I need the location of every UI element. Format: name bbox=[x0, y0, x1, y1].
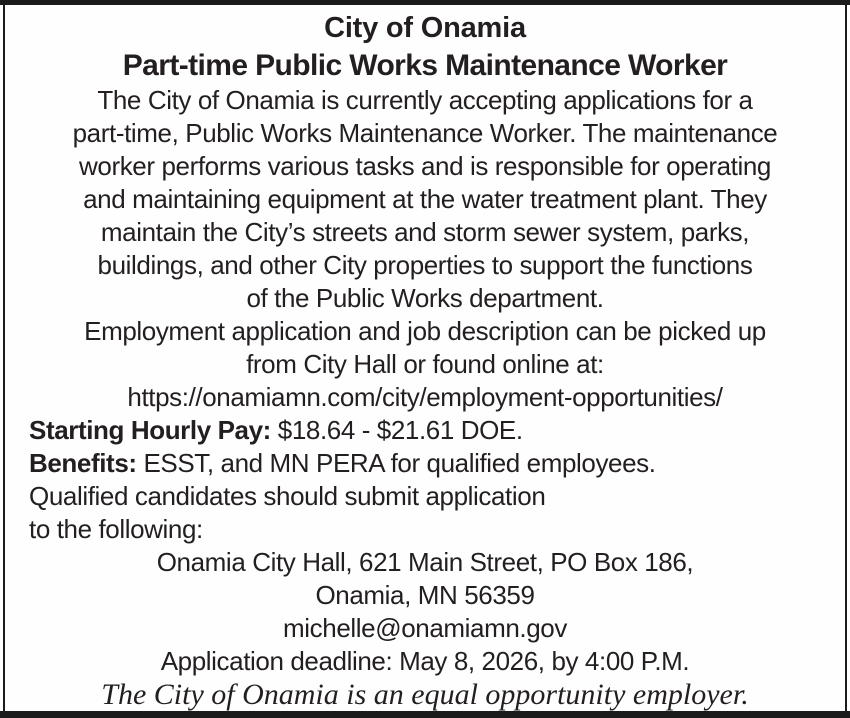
submit-line: Qualified candidates should submit application bbox=[29, 481, 546, 511]
pay-line bbox=[5, 414, 845, 447]
submit-line: to the following: bbox=[29, 514, 203, 544]
address-line: Onamia, MN 56359 bbox=[315, 580, 535, 610]
address-line: Onamia City Hall, 621 Main Street, PO Box 186, bbox=[156, 547, 694, 577]
benefits-label: Benefits: bbox=[29, 448, 137, 478]
ad-title: City of Onamia bbox=[324, 12, 526, 44]
url-text: https://onamiamn.com/city/employment-opportunities/ bbox=[127, 382, 723, 412]
body-line: maintain the City’s streets and storm sewer system, parks, bbox=[100, 217, 750, 247]
ad-content bbox=[3, 5, 847, 711]
ad-subtitle: Part-time Public Works Maintenance Worker bbox=[122, 49, 728, 82]
deadline-text: Application deadline: May 8, 2026, by 4:00 P.M. bbox=[160, 646, 690, 676]
body-line: of the Public Works department. bbox=[246, 283, 604, 313]
benefits-value: ESST, and MN PERA for qualified employees. bbox=[136, 448, 656, 478]
body-line: and maintaining equipment at the water treatment plant. They bbox=[83, 184, 767, 214]
email-text: michelle@onamiamn.gov bbox=[283, 613, 567, 643]
pay-label: Starting Hourly Pay: bbox=[29, 415, 271, 445]
body-line: The City of Onamia is currently accepting applications for a bbox=[97, 85, 753, 115]
body-line: part-time, Public Works Maintenance Worker. The maintenance bbox=[72, 118, 778, 148]
benefits-line bbox=[5, 447, 845, 480]
pickup-line: Employment application and job description can be picked up bbox=[84, 316, 766, 346]
eoe-text: The City of Onamia is an equal opportunity employer. bbox=[101, 678, 749, 711]
pay-value: $18.64 - $21.61 DOE. bbox=[270, 415, 523, 445]
body-line: worker performs various tasks and is responsible for operating bbox=[79, 151, 771, 181]
body-line: buildings, and other City properties to support the functions bbox=[97, 250, 753, 280]
pickup-line: from City Hall or found online at: bbox=[246, 349, 604, 379]
